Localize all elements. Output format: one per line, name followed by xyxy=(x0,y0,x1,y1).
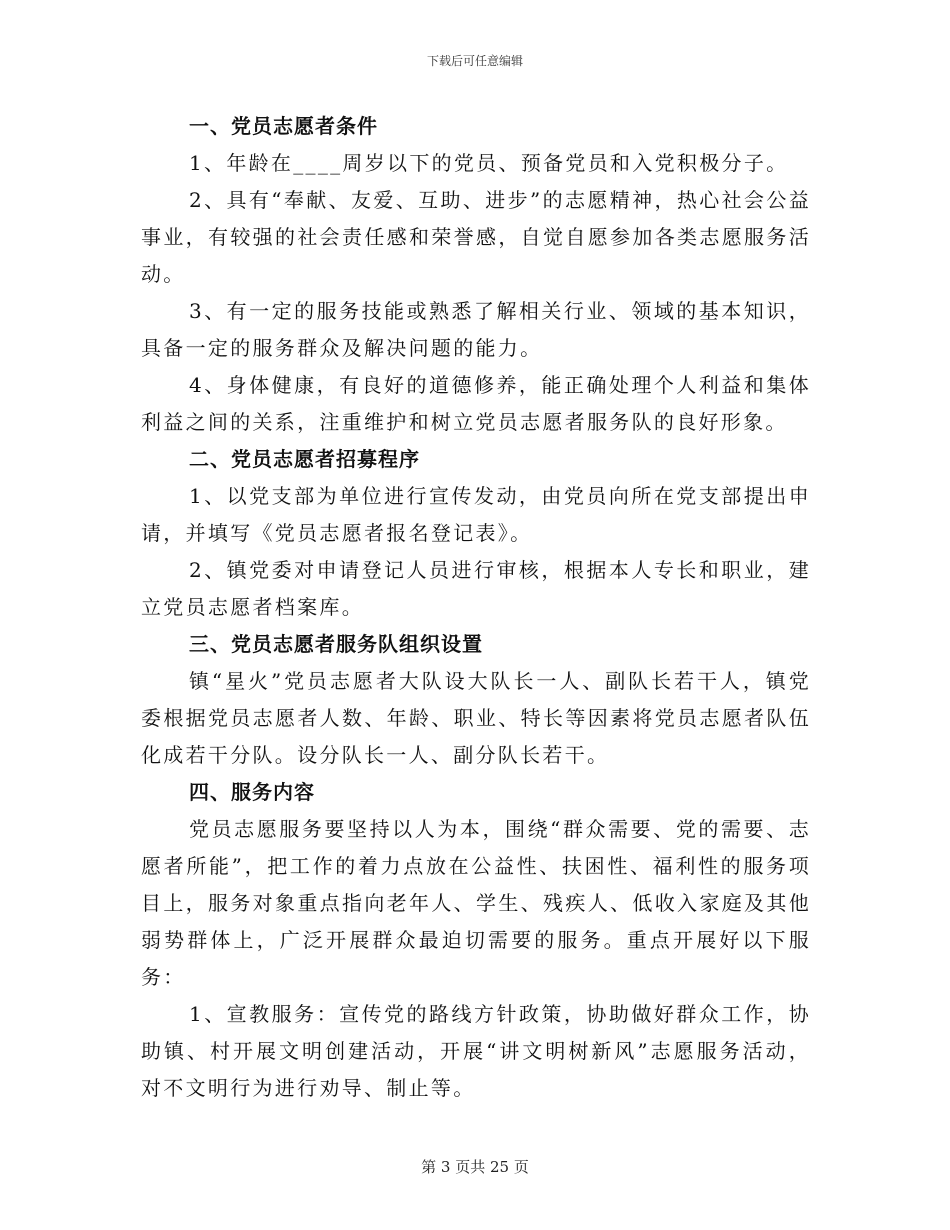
section-heading-recruitment: 二、党员志愿者招募程序 xyxy=(189,447,420,471)
page-header-note: 下载后可任意编辑 xyxy=(426,54,523,68)
page-number: 第 3 页共 25 页 xyxy=(421,1158,529,1176)
section-heading-service-content: 四、服务内容 xyxy=(189,780,315,804)
paragraph: 党员志愿服务要坚持以人为本，围绕“群众需要、党的需要、志愿者所能”，把工作的着力点放在公益性、扶困性、福利性的服务项目上，服务对象重点指向老年人、学生、残疾人、低收入家庭及其他弱势群体上，广泛开展群众最迫切需要的服务。重点开展好以下服务： xyxy=(141,817,811,989)
section-heading-organization: 三、党员志愿者服务队组织设置 xyxy=(189,632,483,656)
paragraph: 1、宣教服务：宣传党的路线方针政策，协助做好群众工作，协助镇、村开展文明创建活动，开展“讲文明树新风”志愿服务活动，对不文明行为进行劝导、制止等。 xyxy=(141,1002,811,1100)
paragraph: 3、有一定的服务技能或熟悉了解相关行业、领域的基本知识，具备一定的服务群众及解决问题的能力。 xyxy=(141,299,811,360)
paragraph: 4、身体健康，有良好的道德修养，能正确处理个人利益和集体利益之间的关系，注重维护和树立党员志愿者服务队的良好形象。 xyxy=(141,373,811,434)
paragraph: 2、具有“奉献、友爱、互助、进步”的志愿精神，热心社会公益事业，有较强的社会责任感和荣誉感，自觉自愿参加各类志愿服务活动。 xyxy=(141,188,811,286)
paragraph: 1、年龄在____周岁以下的党员、预备党员和入党积极分子。 xyxy=(189,151,789,175)
section-heading-conditions: 一、党员志愿者条件 xyxy=(189,114,378,138)
paragraph: 镇“星火”党员志愿者大队设大队长一人、副队长若干人，镇党委根据党员志愿者人数、年龄、职业、特长等因素将党员志愿者队伍化成若干分队。设分队长一人、副分队长若干。 xyxy=(141,669,811,767)
paragraph: 2、镇党委对申请登记人员进行审核，根据本人专长和职业，建立党员志愿者档案库。 xyxy=(141,558,811,619)
paragraph: 1、以党支部为单位进行宣传发动，由党员向所在党支部提出申请，并填写《党员志愿者报名登记表》。 xyxy=(141,484,811,545)
document-body xyxy=(141,108,811,1107)
